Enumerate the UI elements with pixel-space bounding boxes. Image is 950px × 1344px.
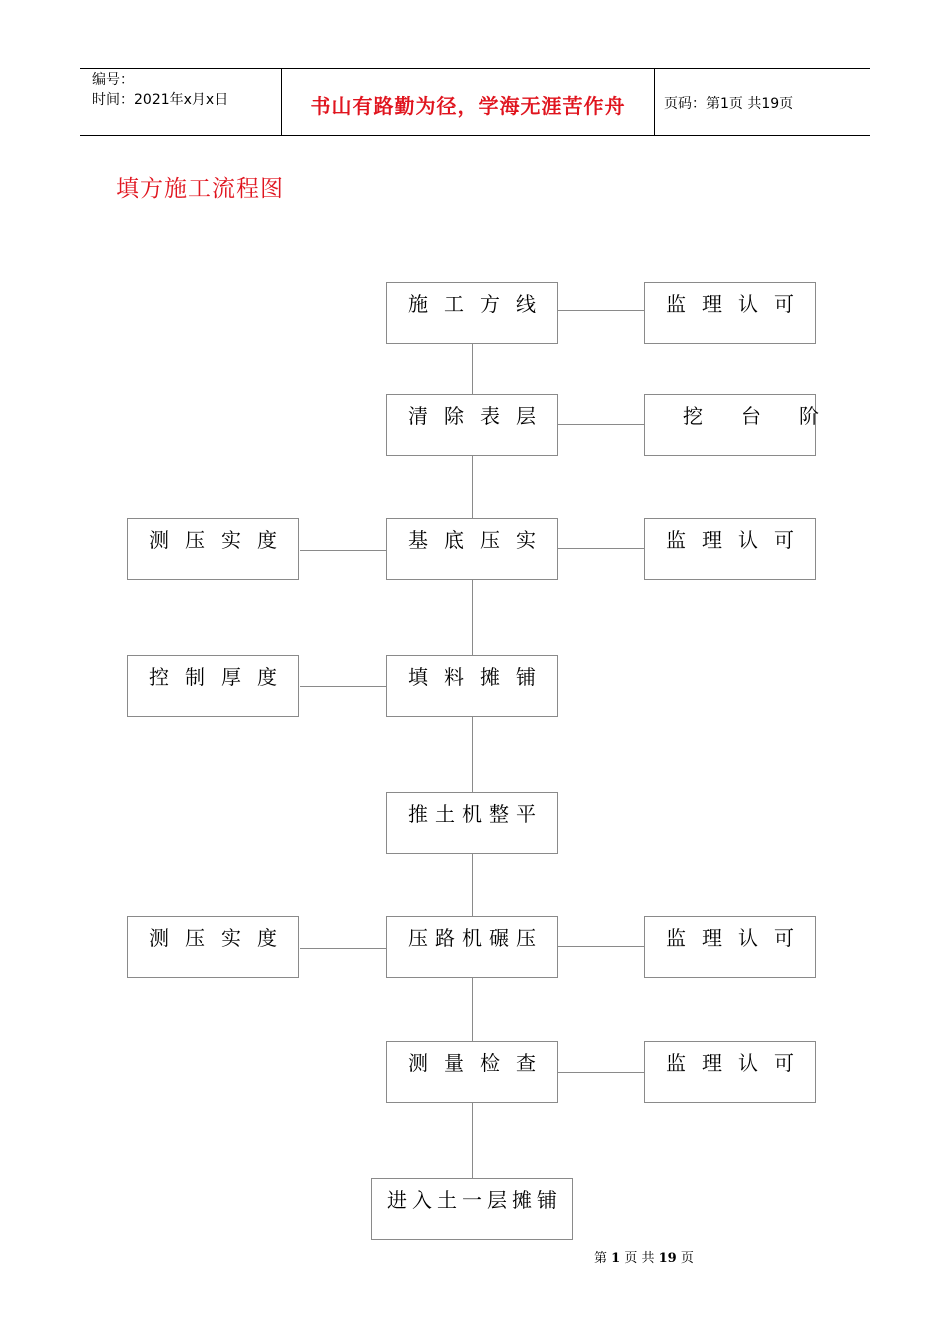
flow-left-step-3-label: 测压实度 (149, 528, 293, 552)
flow-step-4 (386, 655, 558, 717)
flow-right-step-1-label: 监理认可 (666, 292, 810, 316)
connector-4-5 (472, 717, 473, 792)
flow-right-step-2 (644, 394, 857, 456)
footer-middle: 页 共 (624, 1251, 655, 1266)
flow-step-1-label: 施工方线 (408, 292, 552, 316)
header-page-info: 页码：第1页 共19页 (664, 96, 794, 112)
header-date: 时间：2021年x月x日 (92, 92, 229, 108)
flow-left-step-4 (127, 655, 299, 717)
footer-suffix: 页 (680, 1251, 694, 1266)
connector-7-8 (472, 1103, 473, 1178)
connector-step3-left (300, 550, 386, 551)
connector-1-2 (472, 344, 473, 394)
connector-step7-right (558, 1072, 644, 1073)
connector-6-7 (472, 978, 473, 1041)
header-divider-right (654, 68, 655, 136)
flow-step-5 (386, 792, 558, 854)
footer-prefix: 第 (594, 1251, 608, 1266)
connector-step4-left (300, 686, 386, 687)
flow-step-6 (386, 916, 558, 978)
flow-step-8-label: 进入土一层摊铺 (387, 1188, 562, 1212)
connector-3-4 (472, 580, 473, 655)
flow-right-step-6-label: 监理认可 (666, 926, 810, 950)
flow-left-step-4-label: 控制厚度 (149, 665, 293, 689)
flow-right-step-2-label: 挖台阶 (683, 404, 857, 428)
connector-step6-left (300, 948, 386, 949)
connector-step6-right (558, 946, 644, 947)
flow-right-step-7-label: 监理认可 (666, 1051, 810, 1075)
flow-step-5-label: 推土机整平 (408, 802, 543, 826)
flow-left-step-6-label: 测压实度 (149, 926, 293, 950)
flow-step-4-label: 填料摊铺 (408, 665, 552, 689)
flow-right-step-3-label: 监理认可 (666, 528, 810, 552)
flow-step-7-label: 测量检查 (408, 1051, 552, 1075)
footer-current-page: 1 (611, 1251, 621, 1266)
connector-2-3 (472, 456, 473, 518)
page-title: 填方施工流程图 (116, 176, 284, 202)
flow-step-2-label: 清除表层 (408, 404, 552, 428)
flow-step-8 (371, 1178, 573, 1240)
flow-step-3-label: 基底压实 (408, 528, 552, 552)
flow-step-3 (386, 518, 558, 580)
flow-right-step-3 (644, 518, 816, 580)
flow-right-step-6 (644, 916, 816, 978)
connector-step1-right (558, 310, 644, 311)
flow-step-1 (386, 282, 558, 344)
flow-step-2 (386, 394, 558, 456)
flow-step-7 (386, 1041, 558, 1103)
header-code-label: 编号： (92, 72, 134, 88)
flow-right-step-1 (644, 282, 816, 344)
header-motto: 书山有路勤为径，学海无涯苦作舟 (310, 94, 626, 118)
header-bottom-rule (80, 135, 870, 136)
page-footer (594, 1247, 694, 1266)
flow-left-step-3 (127, 518, 299, 580)
footer-total-pages: 19 (658, 1251, 677, 1266)
header-top-rule (80, 68, 870, 69)
flow-right-step-7 (644, 1041, 816, 1103)
flow-step-6-label: 压路机碾压 (408, 926, 543, 950)
connector-5-6 (472, 854, 473, 916)
connector-step3-right (558, 548, 644, 549)
connector-step2-right (558, 424, 644, 425)
flow-left-step-6 (127, 916, 299, 978)
